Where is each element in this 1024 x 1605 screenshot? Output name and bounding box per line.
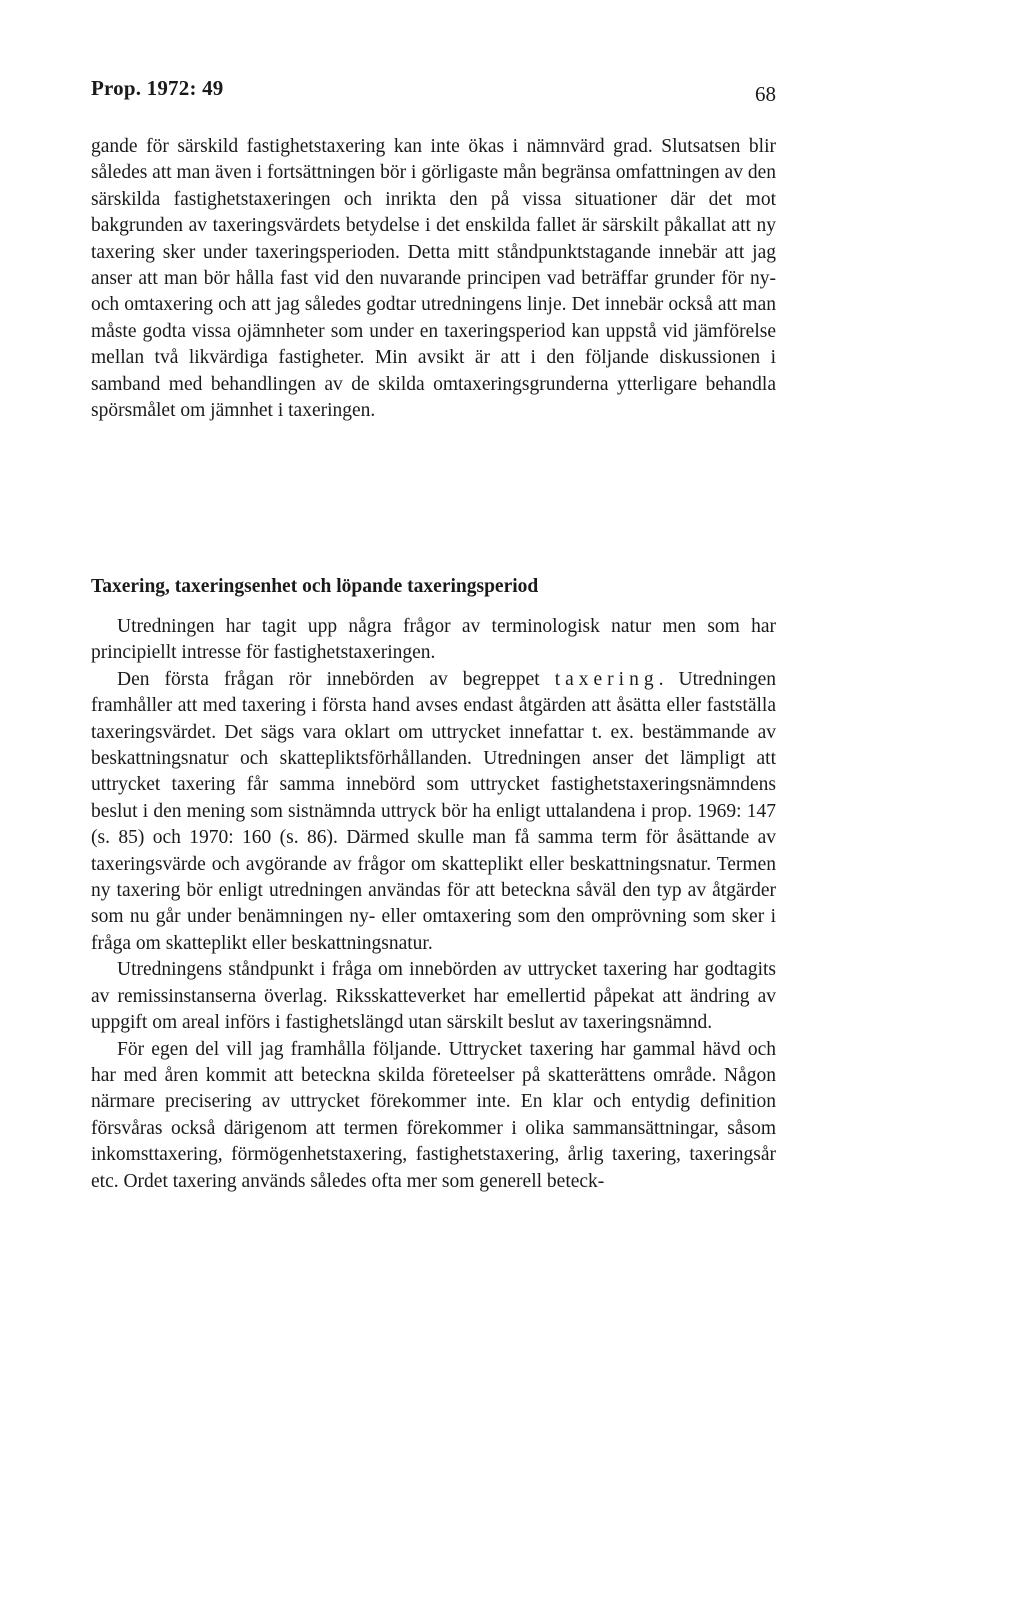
paragraph-text: Den första frågan rör innebörden av begreppet	[117, 668, 555, 690]
page-header	[91, 76, 776, 112]
body-paragraph: Utredningens ståndpunkt i fråga om innebörden av uttrycket taxering har godtagits av remissinstanserna överlag. Riksskatteverket har emellertid påpekat att ändring av uppgift om areal införs i fastighetslängd utan särskilt beslut av taxeringsnämnd.	[91, 959, 776, 1034]
section-text-block	[91, 574, 776, 1195]
document-reference: Prop. 1972: 49	[91, 76, 224, 100]
body-paragraph: Utredningen har tagit upp några frågor av terminologisk natur men som har principiellt intresse för fastighetstaxeringen.	[91, 616, 776, 664]
page-number: 68	[755, 82, 776, 106]
body-paragraph: För egen del vill jag framhålla följande. Uttrycket taxering har gammal hävd och har med åren kommit att beteckna skilda företeelser på skatterättens område. Någon närmare precisering av uttrycket förekommer inte. En klar och entydig definition försvåras också därigenom att termen förekommer i olika sammansättningar, såsom inkomsttaxering, förmögenhetstaxering, fastighetstaxering, årlig taxering, taxeringsår etc. Ordet taxering används således ofta mer som generell beteck-	[91, 1038, 776, 1192]
paragraph-text: . Utredningen framhåller att med taxering i första hand avses endast åtgärden att åsätta eller fastställa taxeringsvärdet. Det sägs vara oklart om uttrycket innefattar t. ex. bestämmande av beskattningsnatur och skattepliktsförhållanden. Utredningen anser det lämpligt att uttrycket taxering får samma innebörd som uttrycket fastighetstaxeringsnämndens beslut i den mening som sistnämnda uttryck bör ha enligt uttalandena i prop. 1969: 147 (s. 85) och 1970: 160 (s. 86). Därmed skulle man få samma term för åsättande av taxeringsvärde och avgörande av frågor om skatteplikt eller beskattningsnatur. Termen ny taxering bör enligt utredningen användas för att beteckna såväl den typ av åtgärder som nu går under benämningen ny- eller omtaxering som den omprövning som sker i fråga om skatteplikt eller beskattningsnatur.	[91, 668, 776, 954]
intro-text-block	[91, 134, 776, 424]
body-paragraph	[91, 667, 776, 957]
emphasized-term: taxering	[554, 668, 659, 690]
section-heading: Taxering, taxeringsenhet och löpande taxeringsperiod	[91, 576, 539, 597]
body-paragraph: gande för särskild fastighetstaxering kan inte ökas i nämnvärd grad. Slutsatsen blir således att man även i fortsättningen bör i görligaste mån begränsa omfattningen av den särskilda fastighetstaxeringen och inrikta den på vissa situationer där det mot bakgrunden av taxeringsvärdets betydelse i det enskilda fallet är särskilt påkallat att ny taxering sker under taxeringsperioden. Detta mitt ståndpunktstagande innebär att jag anser att man bör hålla fast vid den nuvarande principen vad beträffar grunder för ny- och omtaxering och att jag således godtar utredningens linje. Det innebär också att man måste godta vissa ojämnheter som under en taxeringsperiod kan uppstå vid jämförelse mellan två likvärdiga fastigheter. Min avsikt är att i den följande diskussionen i samband med behandlingen av de skilda omtaxeringsgrunderna ytterligare behandla spörsmålet om jämnhet i taxeringen.	[91, 136, 776, 422]
